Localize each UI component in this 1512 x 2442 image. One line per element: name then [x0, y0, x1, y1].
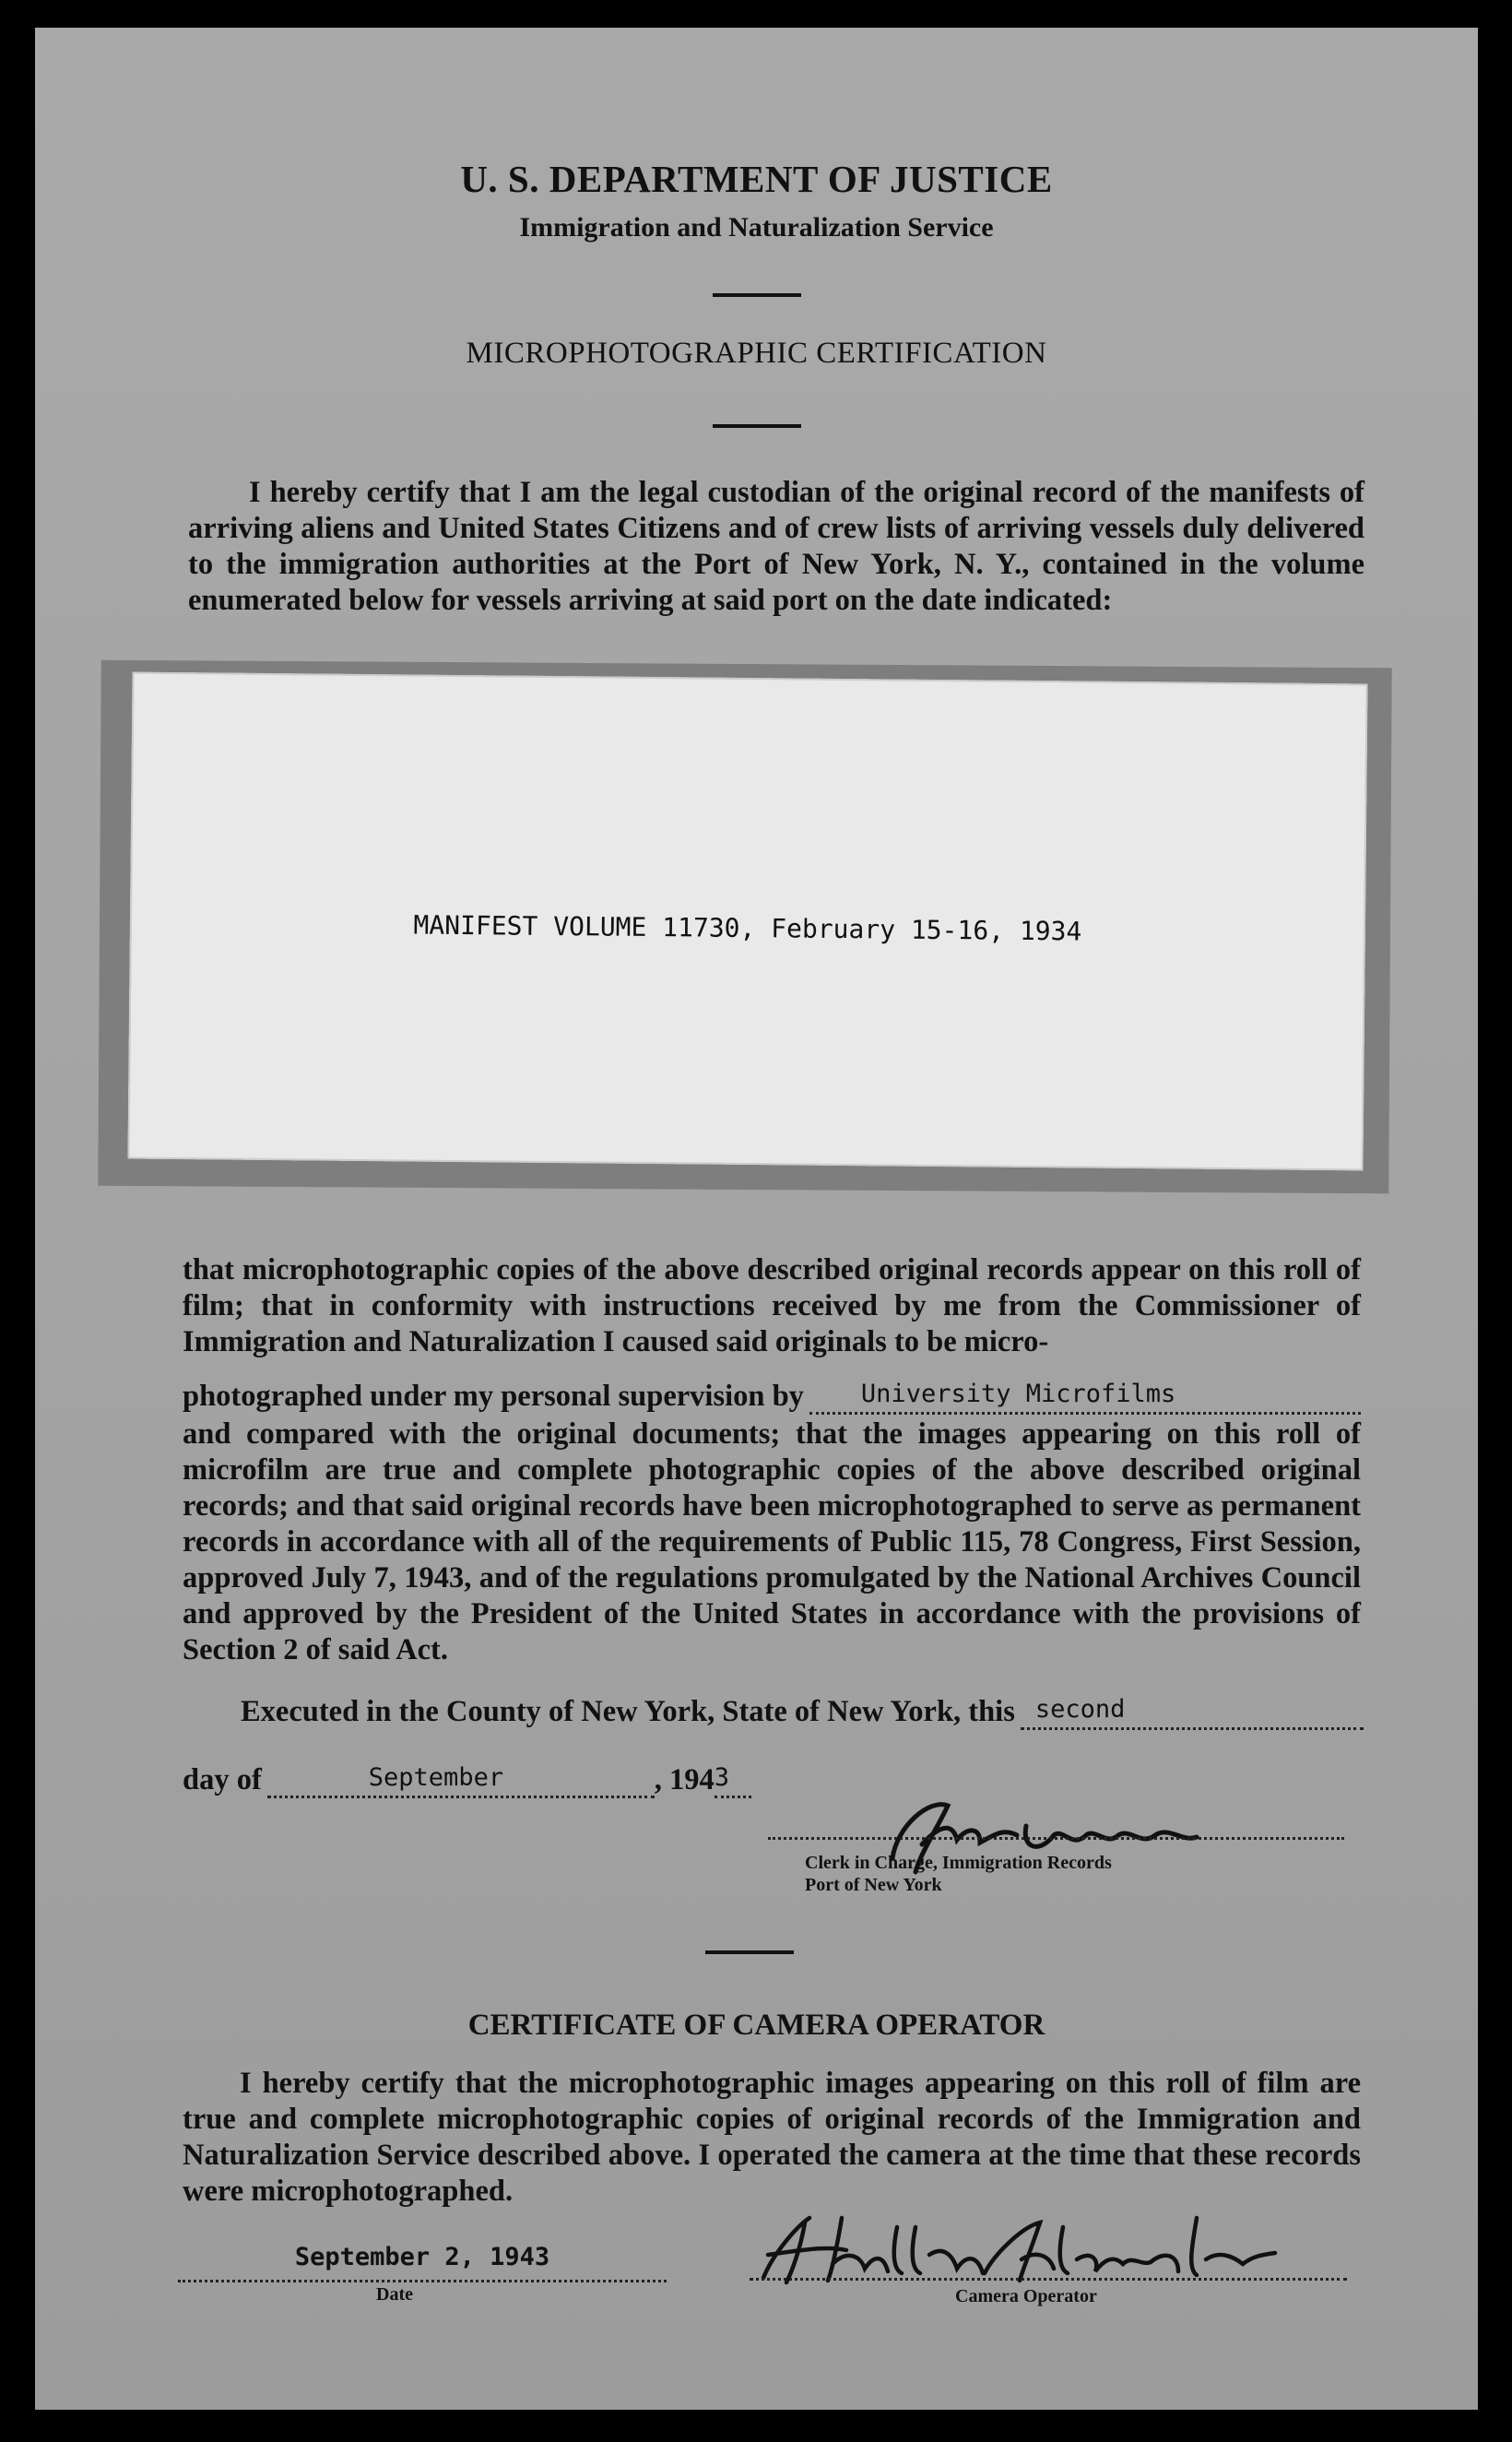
- operator-date: September 2, 1943: [294, 2243, 550, 2271]
- day-of-label: day of: [183, 1763, 262, 1796]
- clerk-title-line2: Port of New York: [805, 1875, 942, 1895]
- operator-signature-line: [750, 2278, 1347, 2281]
- certificate-page: [35, 28, 1478, 2410]
- year-prefix: , 194: [654, 1763, 715, 1796]
- camera-operator-label: Camera Operator: [955, 2286, 1097, 2306]
- month-field: [267, 1759, 655, 1798]
- execution-day: second: [1034, 1695, 1126, 1724]
- agency-heading: U. S. DEPARTMENT OF JUSTICE: [460, 158, 1053, 200]
- divider: [705, 1950, 794, 1954]
- intro-paragraph: I hereby certify that I am the legal custodian of the original record of the manifests of arriving aliens and United States Citizens and of crew lists of arriving vessels duly delivered to the immigration authorities at the Port of New York, N. Y., contained in the volume enumerated below for vessels arriving at said port on the date indicated:: [188, 476, 1364, 617]
- manifest-card: [127, 672, 1367, 1171]
- manifest-volume-text: MANIFEST VOLUME 11730, February 15-16, 1934: [413, 909, 1082, 947]
- divider: [713, 293, 801, 297]
- day-field: [1021, 1690, 1364, 1730]
- clerk-title-line1: Clerk in Charge, Immigration Records: [805, 1853, 1112, 1873]
- execution-line: [241, 1689, 1364, 1730]
- clerk-signature-line: [768, 1837, 1344, 1840]
- clerk-title: [805, 1852, 1112, 1896]
- supervision-prefix: photographed under my personal supervision by: [183, 1380, 804, 1413]
- operator-paragraph: I hereby certify that the microphotographic images appearing on this roll of film are true and complete microphotographic copies of original records of the Immigration and Naturalization Service described above. I operated the camera at the time that these records were microphotographed.: [183, 2067, 1361, 2208]
- body-paragraph-2: and compared with the original documents; that the images appearing on this roll of microfilm are true and complete photographic copies of the above described original records; and that said original records have been microphotographed to serve as permanent records in accordance with all of the requirements of Public 115, 78 Congress, First Session, approved July 7, 1943, and of the regulations promulgated by the National Archives Council and approved by the President of the United States in accordance with the provisions of Section 2 of said Act.: [183, 1417, 1361, 1666]
- certification-title: MICROPHOTOGRAPHIC CERTIFICATION: [466, 337, 1047, 370]
- operator-date-field: [178, 2243, 667, 2282]
- date-line: [183, 1758, 828, 1798]
- year-digit: 3: [714, 1763, 730, 1792]
- service-subheading: Immigration and Naturalization Service: [519, 212, 994, 243]
- date-label: Date: [376, 2284, 413, 2305]
- body-paragraph-1: that microphotographic copies of the above described original records appear on this roll of film; that in conformity with instructions received by me from the Commissioner of Immigration and Naturalization I caused said originals to be micro-: [183, 1253, 1361, 1358]
- execution-prefix: Executed in the County of New York, State of New York, this: [241, 1695, 1015, 1728]
- supervision-line: [183, 1374, 1361, 1415]
- execution-month: September: [368, 1763, 504, 1792]
- operator-title: CERTIFICATE OF CAMERA OPERATOR: [467, 2009, 1045, 2042]
- supervisor-name: University Microfilms: [860, 1380, 1176, 1408]
- supervisor-field: [809, 1375, 1361, 1415]
- year-field: [715, 1759, 751, 1798]
- divider: [713, 424, 801, 428]
